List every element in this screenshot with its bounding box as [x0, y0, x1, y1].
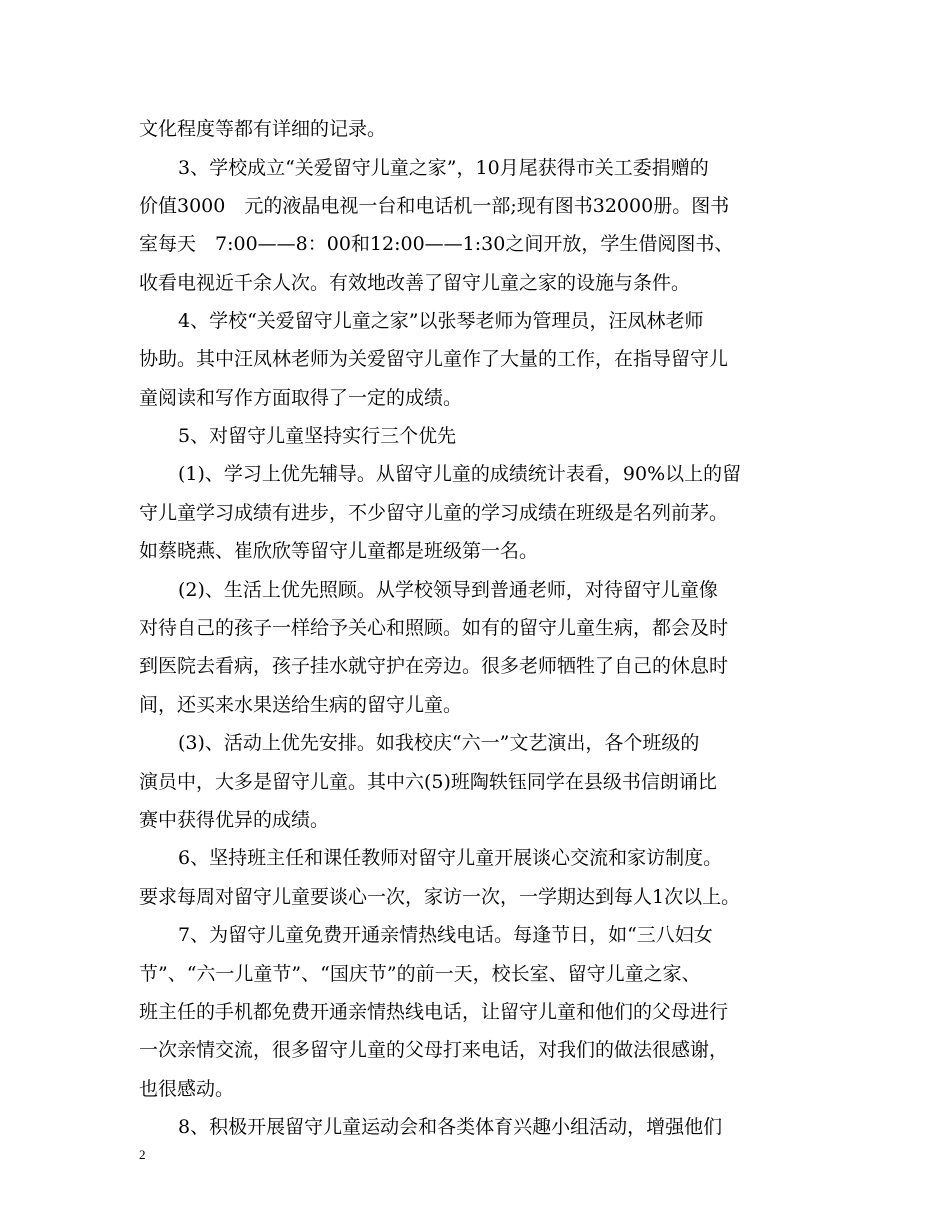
text-line: 守儿童学习成绩有进步，不少留守儿童的学习成绩在班级是名列前茅。	[139, 502, 729, 524]
text-line: 7、为留守儿童免费开通亲情热线电话。每逢节日，如“三八妇女	[178, 924, 713, 946]
text-line: 协助。其中汪凤林老师为关爱留守儿童作了大量的工作，在指导留守儿	[139, 348, 729, 370]
text-line: 室每天 7:00——8：00和12:00——1:30之间开放，学生借阅图书、	[139, 233, 734, 255]
text-line: 童阅读和写作方面取得了一定的成绩。	[139, 387, 463, 409]
text-line: 5、对留守儿童坚持实行三个优先	[178, 425, 457, 447]
text-line: 对待自己的孩子一样给予关心和照顾。如有的留守儿童生病，都会及时	[139, 617, 729, 639]
text-line: (2)、生活上优先照顾。从学校领导到普通老师，对待留守儿童像	[178, 579, 718, 601]
text-line: 收看电视近千余人次。有效地改善了留守儿童之家的设施与条件。	[139, 272, 691, 294]
text-line: 间，还买来水果送给生病的留守儿童。	[139, 694, 463, 716]
text-line: 演员中，大多是留守儿童。其中六(5)班陶轶钰同学在县级书信朗诵比	[139, 771, 717, 793]
text-line: 价值3000 元的液晶电视一台和电话机一部;现有图书32000册。图书	[139, 195, 730, 217]
text-line: 一次亲情交流，很多留守儿童的父母打来电话，对我们的做法很感谢，	[139, 1039, 729, 1061]
text-line: 4、学校“关爱留守儿童之家”以张琴老师为管理员，汪凤林老师	[178, 310, 704, 332]
text-line: 也很感动。	[139, 1078, 235, 1100]
text-line: 到医院去看病，孩子挂水就守护在旁边。很多老师牺牲了自己的休息时	[139, 655, 729, 677]
text-line: 8、积极开展留守儿童运动会和各类体育兴趣小组活动，增强他们	[178, 1116, 723, 1138]
text-line: 赛中获得优异的成绩。	[139, 809, 330, 831]
text-line: 文化程度等都有详细的记录。	[139, 118, 387, 140]
text-line: 班主任的手机都免费开通亲情热线电话，让留守儿童和他们的父母进行	[139, 1001, 729, 1023]
page-number: 2	[139, 1147, 146, 1162]
text-line: (3)、活动上优先安排。如我校庆“六一”文艺演出，各个班级的	[178, 732, 700, 754]
text-line: (1)、学习上优先辅导。从留守儿童的成绩统计表看，90%以上的留	[178, 463, 742, 485]
text-line: 要求每周对留守儿童要谈心一次，家访一次，一学期达到每人1次以上。	[139, 886, 741, 908]
text-line: 如蔡晓燕、崔欣欣等留守儿童都是班级第一名。	[139, 540, 539, 562]
text-line: 3、学校成立“关爱留守儿童之家”，10月尾获得市关工委捐赠的	[178, 157, 709, 179]
text-line: 6、坚持班主任和课任教师对留守儿童开展谈心交流和家访制度。	[178, 847, 723, 869]
text-line: 节”、“六一儿童节”、“国庆节”的前一天，校长室、留守儿童之家、	[139, 963, 701, 985]
